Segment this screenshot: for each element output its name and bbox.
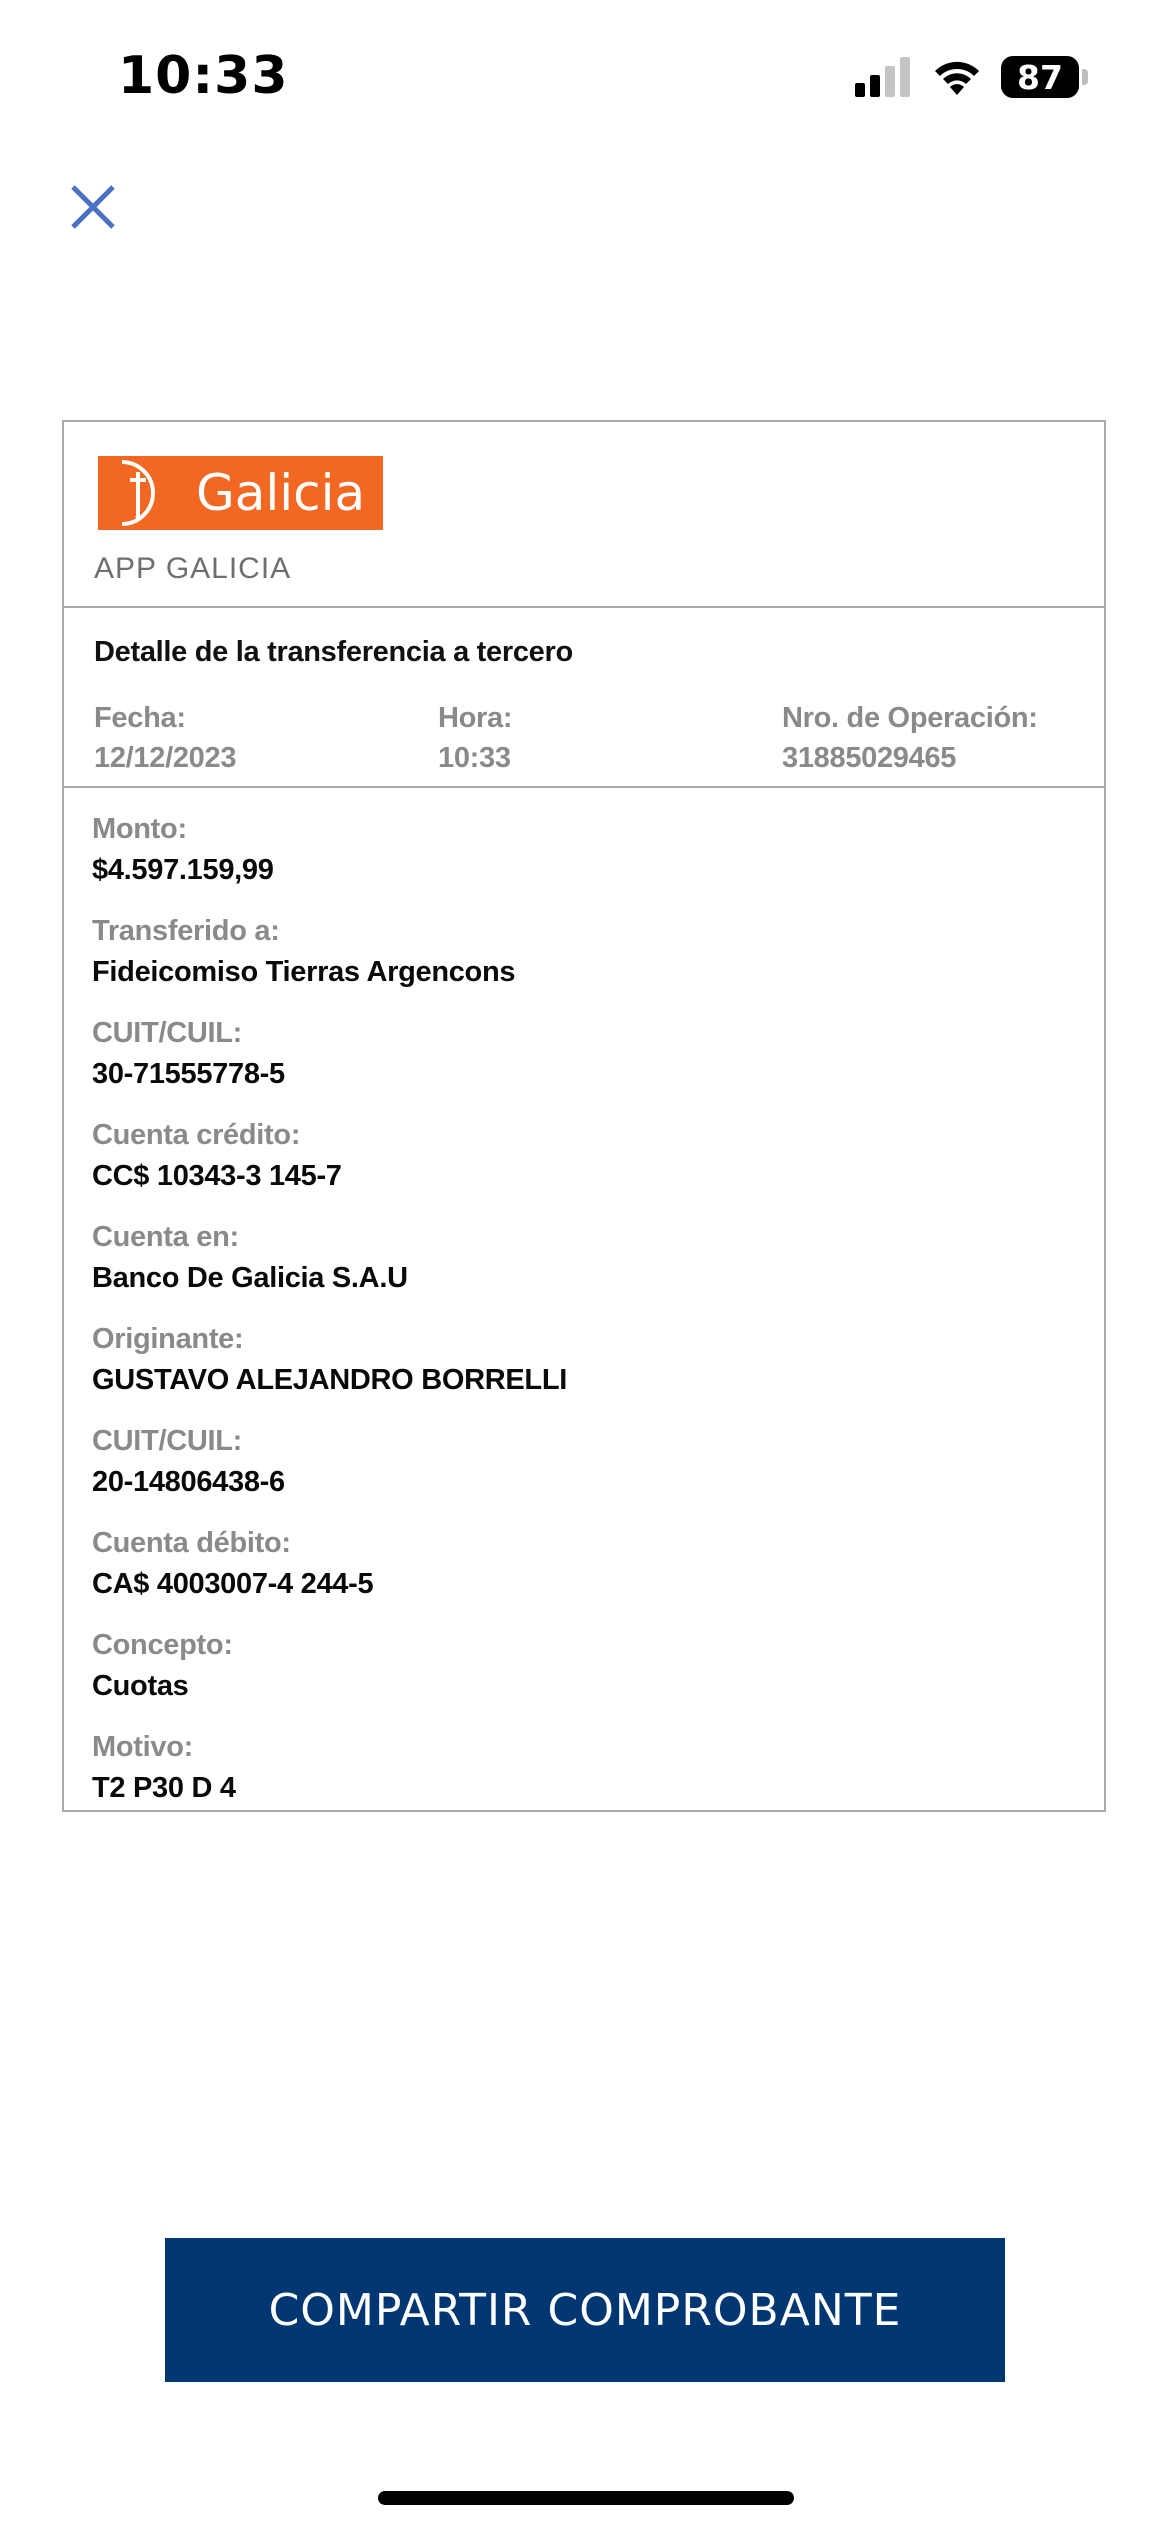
field-label: Cuenta crédito: (92, 1119, 301, 1151)
field-reason (92, 1716, 567, 1818)
meta-label: Hora: (438, 702, 513, 734)
field-value: $4.597.159,99 (92, 854, 274, 886)
field-label: CUIT/CUIL: (92, 1017, 243, 1049)
field-label: Transferido a: (92, 915, 280, 947)
field-value: CC$ 10343-3 145-7 (92, 1160, 342, 1192)
receipt-header (64, 422, 1104, 608)
field-value: 20-14806438-6 (92, 1466, 285, 1498)
field-recipient-cuit (92, 1002, 567, 1104)
cellular-signal-icon (855, 57, 913, 97)
close-button[interactable] (68, 182, 118, 232)
receipt-title: Detalle de la transferencia a tercero (94, 636, 573, 668)
app-label: APP GALICIA (94, 552, 292, 585)
meta-label: Fecha: (94, 702, 186, 734)
field-originator-cuit (92, 1410, 567, 1512)
battery-icon (1001, 56, 1079, 98)
field-value: Cuotas (92, 1670, 189, 1702)
field-label: Cuenta en: (92, 1221, 239, 1253)
field-bank (92, 1206, 567, 1308)
status-icons (855, 52, 1088, 102)
field-label: Originante: (92, 1323, 244, 1355)
meta-value: 12/12/2023 (94, 742, 237, 774)
meta-operation-number (782, 700, 1038, 780)
meta-value: 31885029465 (782, 742, 957, 774)
meta-date (94, 700, 236, 780)
close-icon (68, 182, 118, 232)
meta-time (438, 700, 512, 780)
field-label: Monto: (92, 813, 187, 845)
status-time: 10:33 (118, 46, 289, 106)
battery-level: 87 (1017, 57, 1063, 97)
meta-value: 10:33 (438, 742, 511, 774)
galicia-emblem-icon (102, 456, 182, 530)
field-originator (92, 1308, 567, 1410)
field-label: Cuenta débito: (92, 1527, 291, 1559)
field-value: Banco De Galicia S.A.U (92, 1262, 408, 1294)
logo-text: Galicia (196, 464, 366, 522)
meta-label: Nro. de Operación: (782, 702, 1038, 734)
field-credit-account (92, 1104, 567, 1206)
field-debit-account (92, 1512, 567, 1614)
field-value: GUSTAVO ALEJANDRO BORRELLI (92, 1364, 568, 1396)
galicia-logo (98, 456, 383, 530)
field-label: Motivo: (92, 1731, 193, 1763)
field-concept (92, 1614, 567, 1716)
wifi-icon (931, 57, 983, 97)
field-recipient (92, 900, 567, 1002)
transfer-summary (64, 608, 1104, 788)
field-value: T2 P30 D 4 (92, 1772, 236, 1804)
field-label: Concepto: (92, 1629, 233, 1661)
field-label: CUIT/CUIL: (92, 1425, 243, 1457)
transfer-fields (92, 798, 567, 1818)
field-value: 30-71555778-5 (92, 1058, 285, 1090)
battery-indicator (1001, 56, 1088, 98)
field-value: Fideicomiso Tierras Argencons (92, 956, 516, 988)
field-value: CA$ 4003007-4 244-5 (92, 1568, 374, 1600)
field-amount (92, 798, 567, 900)
home-indicator[interactable] (378, 2491, 794, 2505)
battery-cap (1082, 69, 1088, 85)
share-receipt-button[interactable]: COMPARTIR COMPROBANTE (165, 2238, 1005, 2382)
